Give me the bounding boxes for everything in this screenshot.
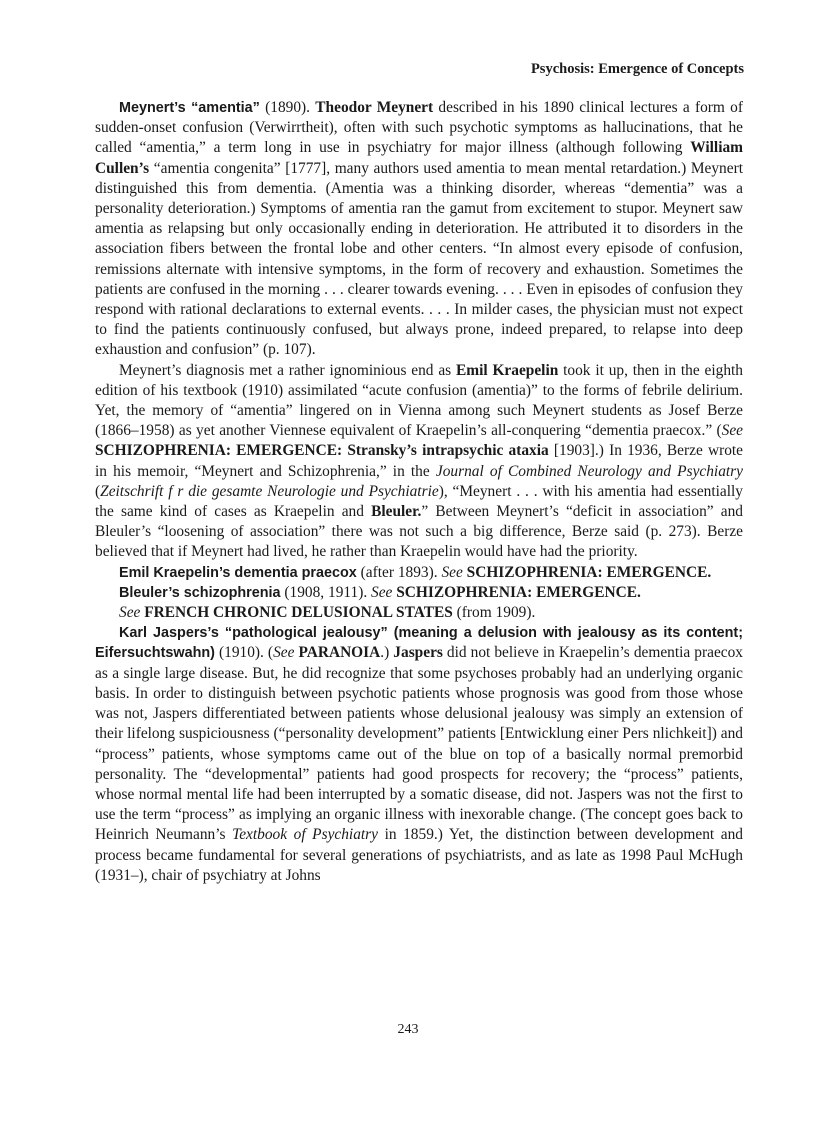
entry-heading: Bleuler’s schizophrenia: [119, 584, 281, 601]
person-name: Jaspers: [393, 644, 443, 662]
paragraph-french-delusional: See FRENCH CHRONIC DELUSIONAL STATES (from 1909).: [119, 604, 536, 622]
running-head: Psychosis: Emergence of Concepts: [530, 61, 744, 77]
see-label: See: [119, 604, 141, 622]
page-body: [95, 98, 743, 886]
paragraph-meynert-amentia: Meynert’s “amentia” (1890). Theodor Meynert described in his 1890 clinical lectures a form of sudden-onset confusion (Verwirrtheit), often with such psychotic symptoms as hallucinations, that he called “amentia,” a term long in use in psychiatry for major illness (although following William Cullen’s “amentia congenita” [1777], many authors used amentia to mean mental retardation.) Meynert distinguished this from dementia. (Amentia was a thinking disorder, whereas “dementia” was a personality deterioration.) Symptoms of amentia ran the gamut from excitement to stupor. Meynert saw amentia as relapsing but only occasionally ending in deterioration. He attributed it to disorders in the association fibers between the frontal lobe and other centers. “In almost every episode of confusion, remissions alternate with intensive symptoms, in the form of recovery and exhaustion. Sometimes the patients are confused in the morning . . . clearer towards evening. . . . Even in episodes of confusion they respond with rational declarations to external events. . . . In milder cases, the physician must not expect to find the patients continuously confused, but always prone, indeed prepared, to relapse into deep exhaustion and confusion” (p. 107).: [95, 99, 743, 359]
see-label: See: [371, 583, 393, 601]
cross-reference: PARANOIA: [298, 644, 381, 662]
book-title: Textbook of Psychiatry: [232, 826, 378, 844]
entry-heading: Karl Jaspers’s “pathological jealousy” (meaning a delusion with jealousy as its content; Eifersuchtswahn): [95, 625, 743, 662]
paragraph-bleuler: Bleuler’s schizophrenia (1908, 1911). See SCHIZOPHRENIA: EMERGENCE.: [119, 583, 641, 601]
cross-reference: SCHIZOPHRENIA: EMERGENCE: Stransky’s intrapsychic ataxia: [95, 442, 549, 460]
page-number: 243: [397, 1022, 419, 1037]
cross-reference: FRENCH CHRONIC DELUSIONAL STATES: [144, 604, 453, 622]
person-name: Bleuler.: [371, 503, 422, 521]
journal-title-german: Zeitschrift f r die gesamte Neurologie und Psychiatrie: [100, 482, 439, 500]
paragraph-meynert-diagnosis: Meynert’s diagnosis met a rather ignominious end as Emil Kraepelin took it up, then in the eighth edition of his textbook (1910) assimilated “acute confusion (amentia)” to the forms of febrile delirium. Yet, the memory of “amentia” lingered on in Vienna among such Meynert students as Josef Berze (1866–1958) as yet another Viennese equivalent of Kraepelin’s all-conquering “dementia praecox.” (See SCHIZOPHRENIA: EMERGENCE: Stransky’s intrapsychic ataxia [1903].) In 1936, Berze wrote in his memoir, “Meynert and Schizophrenia,” in the Journal of Combined Neurology and Psychiatry (Zeitschrift f r die gesamte Neurologie und Psychiatrie), “Meynert . . . with his amentia had essentially the same kind of cases as Kraepelin and Bleuler.” Between Meynert’s “deficit in association” and Bleuler’s “loosening of association” there was not such a big difference, Berze said (p. 273). Berze believed that if Meynert had lived, he rather than Kraepelin would have had the priority.: [95, 361, 744, 561]
paragraph-jaspers: Karl Jaspers’s “pathological jealousy” (meaning a delusion with jealousy as its content; Eifersuchtswahn) (1910). (See PARANOIA.) Jaspers did not believe in Kraepelin’s dementia praecox as a single large disease. But, he did recognize that some psychoses probably had an underlying organic basis. In order to distinguish between psychotic patients whose prognosis was good from those whose was not, Jaspers differentiated between patients whose delusional jealousy was simply an extension of their lifelong suspiciousness (“personality development” patients [Entwicklung einer Pers nlichkeit]) and “process” patients, whose symptoms came out of the blue on top of a basically normal premorbid personality. The “developmental” patients had good prospects for recovery; the “process” patients, whose normal mental life had been interrupted by a somatic disease, did not. Jaspers was not the first to use the term “process” as implying an organic illness with inexorable change. (The concept goes back to Heinrich Neumann’s Textbook of Psychiatry in 1859.) Yet, the distinction between development and process became fundamental for several generations of psychiatrists, and as late as 1998 Paul McHugh (1931–), chair of psychiatry at Johns: [95, 625, 743, 884]
see-label: See: [273, 644, 295, 662]
cross-reference: SCHIZOPHRENIA: EMERGENCE.: [466, 563, 712, 581]
cross-reference: SCHIZOPHRENIA: EMERGENCE.: [396, 583, 641, 601]
journal-title: Journal of Combined Neurology and Psychiatry: [435, 462, 743, 480]
paragraph-kraepelin: Emil Kraepelin’s dementia praecox (after 1893). See SCHIZOPHRENIA: EMERGENCE.: [119, 563, 712, 581]
person-name: William Cullen’s: [95, 139, 743, 177]
person-name: Emil Kraepelin: [455, 361, 559, 379]
see-label: See: [721, 422, 743, 440]
see-label: See: [441, 563, 463, 581]
entry-heading: Meynert’s “amentia”: [119, 100, 260, 116]
entry-heading: Emil Kraepelin’s dementia praecox: [119, 564, 357, 581]
person-name: Theodor Meynert: [315, 99, 434, 116]
